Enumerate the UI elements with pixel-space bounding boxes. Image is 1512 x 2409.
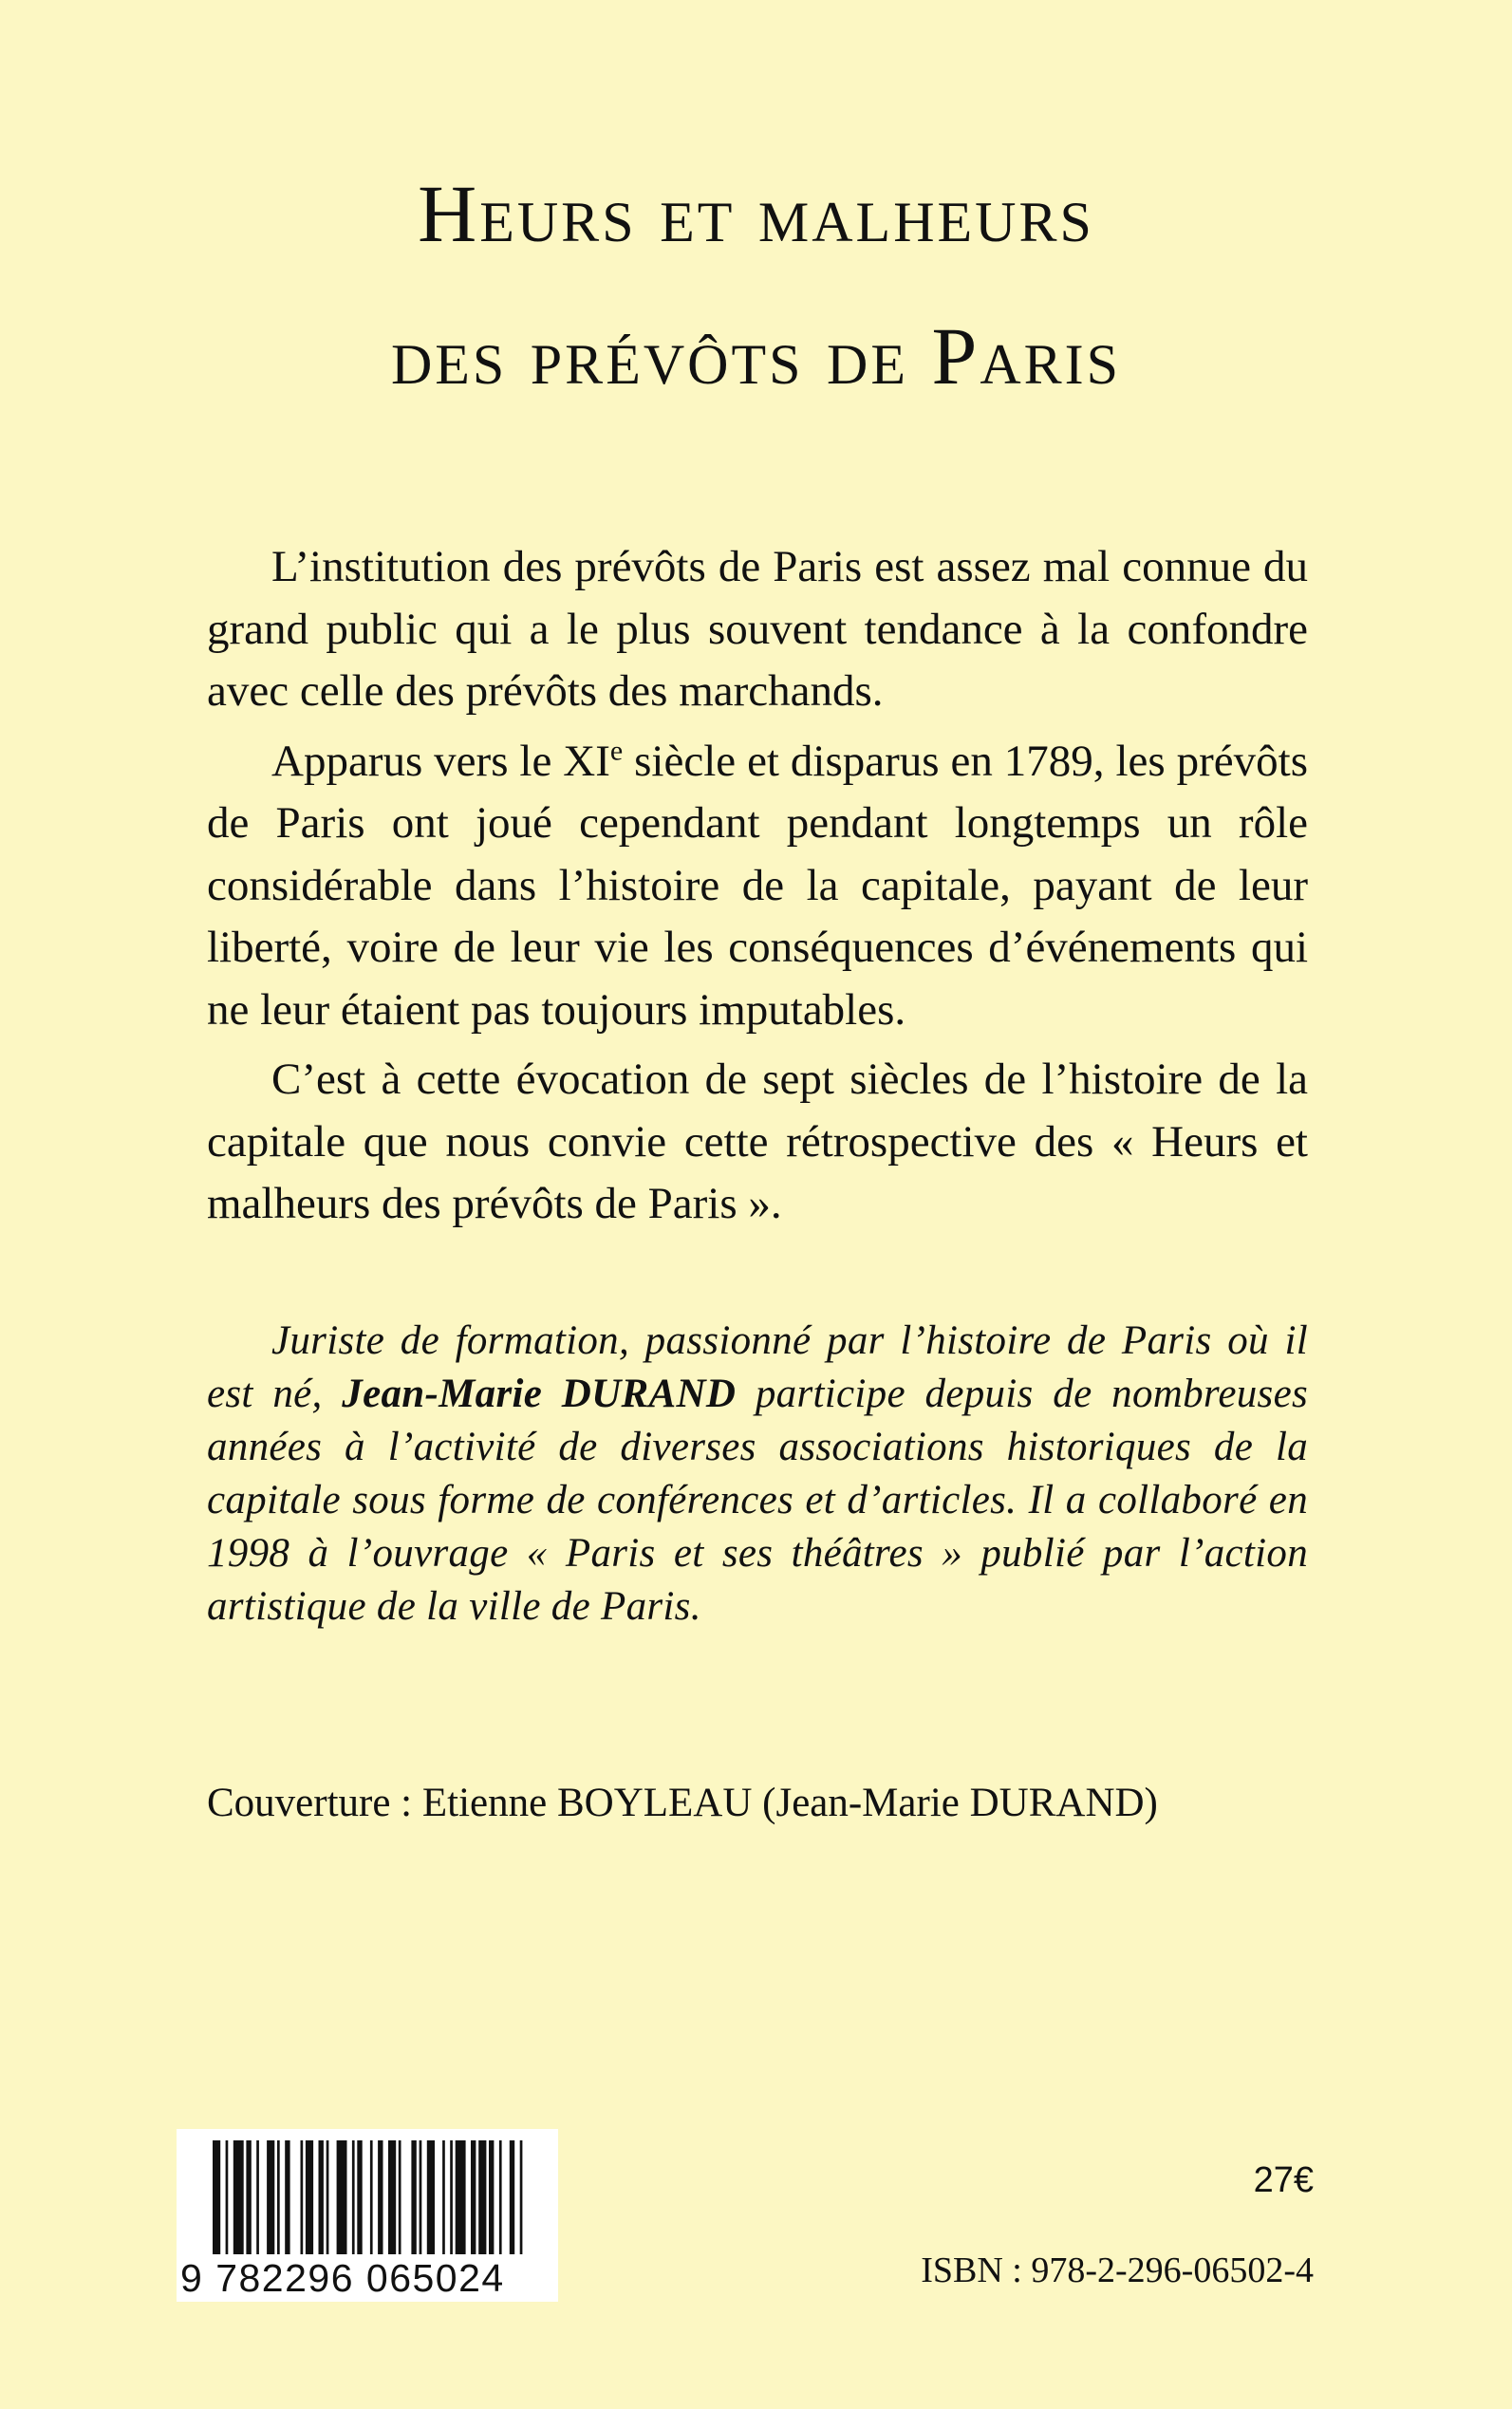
title-block xyxy=(0,142,1512,427)
author-bio-start: Juriste de formation, passionné par l’histoire de Paris où il est né, xyxy=(207,1318,1308,1416)
title-line-1: Heurs et malheurs xyxy=(418,168,1094,259)
isbn: ISBN : 978-2-296-06502-4 xyxy=(921,2250,1314,2290)
summary-paragraph-2 xyxy=(207,731,1308,1042)
author-bio xyxy=(207,1315,1308,1634)
summary-text xyxy=(207,536,1308,1243)
barcode xyxy=(177,2129,558,2302)
summary-paragraph-2-end: siècle et disparus en 1789, les prévôts de Paris ont joué cependant pendant longtemps un rôle considérable dans l’histoire de la capitale, payant de leur liberté, voire de leur vie les conséquences d’événements qui ne leur étaient pas toujours imputables. xyxy=(207,736,1308,1035)
summary-paragraph-2-start: Apparus vers le XI xyxy=(271,736,610,786)
price: 27€ xyxy=(1253,2160,1314,2200)
title-line-2: des prévôts de Paris xyxy=(390,310,1122,402)
author-name: Jean-Marie DURAND xyxy=(342,1372,737,1416)
author-bio-end: participe depuis de nombreuses années à l’activité de diverses associations historiques de la capitale sous forme de conférences et d’articles. Il a collaboré en 1998 à l’ouvrage « Paris et ses théâtres » publié par l’action artistique de la ville de Paris. xyxy=(207,1372,1308,1629)
century-superscript: e xyxy=(609,734,624,766)
barcode-digits: 9 782296 065024 xyxy=(180,2256,505,2300)
cover-credit: Couverture : Etienne BOYLEAU (Jean-Marie DURAND) xyxy=(207,1781,1158,1825)
author-bio-paragraph xyxy=(207,1315,1308,1634)
summary-paragraph-1: L’institution des prévôts de Paris est assez mal connue du grand public qui a le plus souvent tendance à la confondre avec celle des prévôts des marchands. xyxy=(207,542,1308,716)
summary-paragraph-3: C’est à cette évocation de sept siècles de l’histoire de la capitale que nous convie cette rétrospective des « Heurs et malheurs des prévôts de Paris ». xyxy=(207,1055,1308,1228)
